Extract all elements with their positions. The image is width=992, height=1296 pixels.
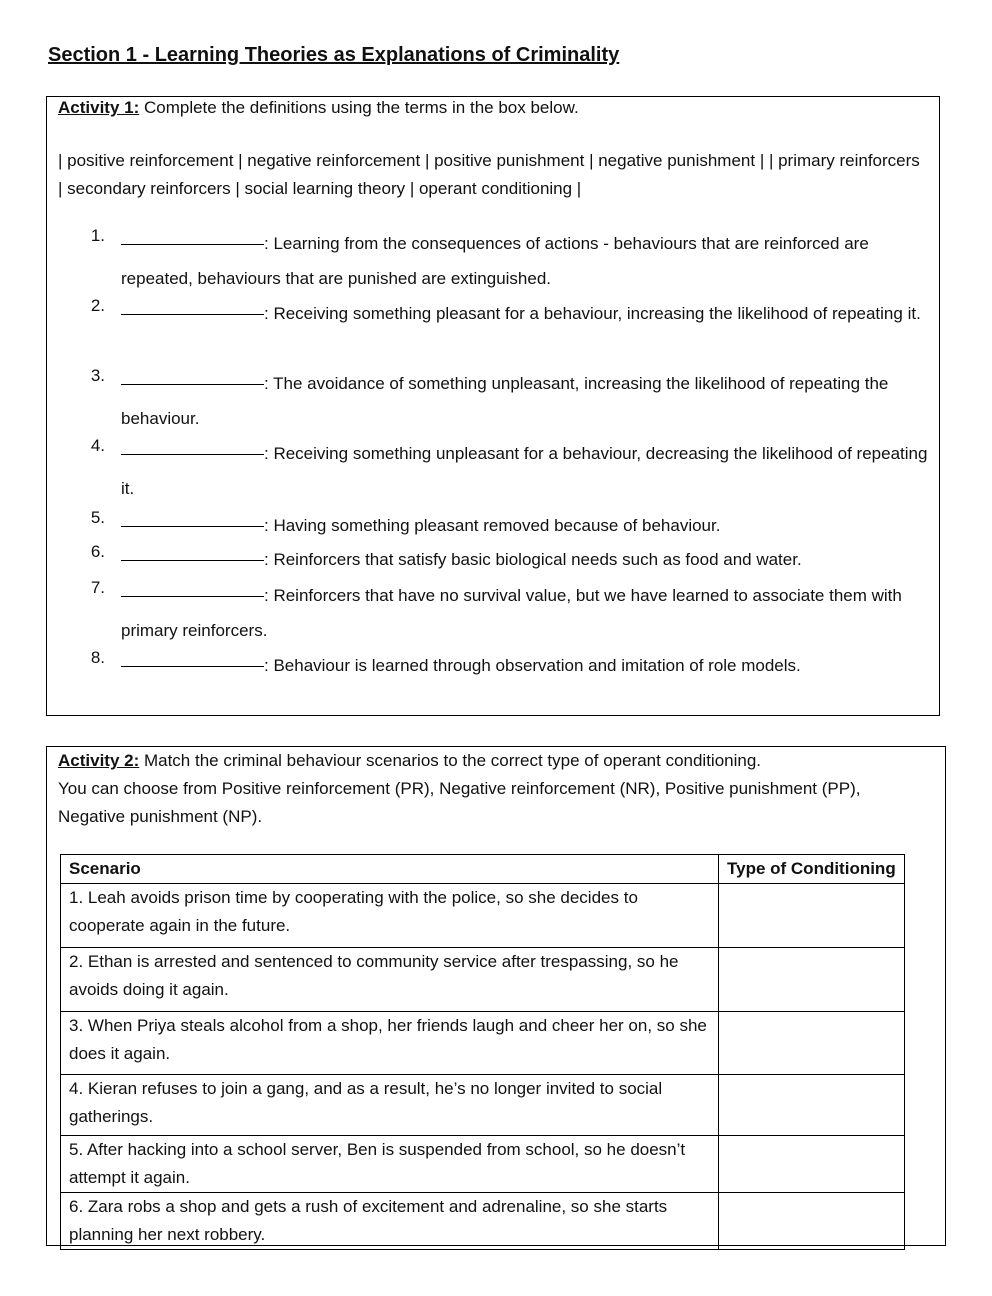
scenario-cell: 6. Zara robs a shop and gets a rush of excitement and adrenaline, so she starts planning her next robbery. <box>61 1193 719 1250</box>
conditioning-answer-cell[interactable] <box>719 1193 905 1250</box>
table-row <box>61 884 905 948</box>
activity-2-intro <box>58 747 928 831</box>
type-header: Type of Conditioning <box>719 855 905 884</box>
table-row <box>61 1012 905 1075</box>
activity-2-options: You can choose from Positive reinforcement (PR), Negative reinforcement (NR), Positive punishment (PP), Negative punishment (NP). <box>58 779 861 826</box>
activity-2-label: Activity 2: <box>58 751 140 770</box>
activity-1-instruction: Complete the definitions using the terms in the box below. <box>139 98 579 117</box>
scenario-cell: 5. After hacking into a school server, Ben is suspended from school, so he doesn’t attempt it again. <box>61 1136 719 1193</box>
definition-number: 1. <box>90 226 105 245</box>
definition-number: 3. <box>90 366 105 385</box>
activity-2-instruction: Match the criminal behaviour scenarios to the correct type of operant conditioning. <box>139 751 762 770</box>
conditioning-answer-cell[interactable] <box>719 948 905 1012</box>
terms-box: | positive reinforcement | negative reinforcement | positive punishment | negative punishment | | primary reinforcers | secondary reinforcers | social learning theory | operant conditioning | <box>58 151 920 198</box>
activity-1-heading <box>58 98 579 118</box>
activity-1-box <box>46 96 940 716</box>
conditioning-answer-cell[interactable] <box>719 884 905 948</box>
definition-number: 4. <box>90 436 105 455</box>
scenario-cell: 3. When Priya steals alcohol from a shop, her friends laugh and cheer her on, so she does it again. <box>61 1012 719 1075</box>
definition-number: 6. <box>90 542 105 561</box>
section-title: Section 1 - Learning Theories as Explanations of Criminality <box>48 44 620 66</box>
definition-number: 2. <box>90 296 105 315</box>
table-row <box>61 1136 905 1193</box>
table-row <box>61 948 905 1012</box>
definition-text: : Behaviour is learned through observation and imitation of role models. <box>264 656 801 675</box>
conditioning-answer-cell[interactable] <box>719 1012 905 1075</box>
scenario-cell: 2. Ethan is arrested and sentenced to community service after trespassing, so he avoids doing it again. <box>61 948 719 1012</box>
definition-number: 5. <box>90 508 105 527</box>
activity-1-label: Activity 1: <box>58 98 140 117</box>
table-row <box>61 1075 905 1136</box>
definition-text: : Reinforcers that satisfy basic biological needs such as food and water. <box>264 550 802 569</box>
definition-text: : The avoidance of something unpleasant, increasing the likelihood of repeating the behaviour. <box>121 374 889 428</box>
table-header-row <box>61 855 905 884</box>
definition-text: : Receiving something pleasant for a behaviour, increasing the likelihood of repeating it. <box>264 304 921 323</box>
definition-number: 7. <box>90 578 105 597</box>
scenario-cell: 4. Kieran refuses to join a gang, and as a result, he’s no longer invited to social gatherings. <box>61 1075 719 1136</box>
scenario-table <box>60 854 905 1250</box>
conditioning-answer-cell[interactable] <box>719 1075 905 1136</box>
definition-text: : Receiving something unpleasant for a behaviour, decreasing the likelihood of repeating it. <box>121 444 928 498</box>
scenario-header: Scenario <box>61 855 719 884</box>
definition-text: : Reinforcers that have no survival value, but we have learned to associate them with primary reinforcers. <box>121 586 902 640</box>
scenario-cell: 1. Leah avoids prison time by cooperating with the police, so she decides to cooperate again in the future. <box>61 884 719 948</box>
table-row <box>61 1193 905 1250</box>
conditioning-answer-cell[interactable] <box>719 1136 905 1193</box>
definition-number: 8. <box>90 648 105 667</box>
definition-text: : Learning from the consequences of actions - behaviours that are reinforced are repeated, behaviours that are punished are extinguished. <box>121 234 869 288</box>
definition-text: : Having something pleasant removed because of behaviour. <box>264 516 721 535</box>
activity-2-box <box>46 746 946 1246</box>
